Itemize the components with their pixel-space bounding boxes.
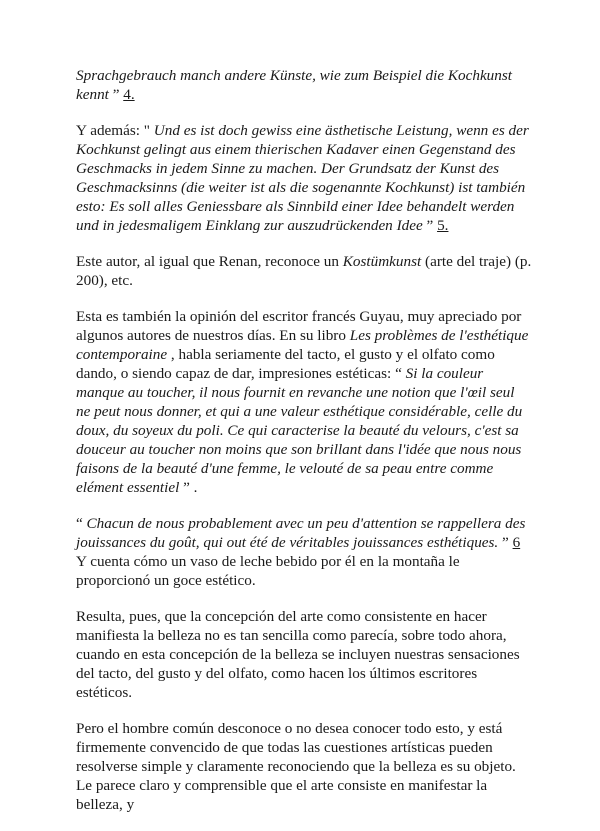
paragraph-text: , habla seriamente del tacto, el gusto y el olfato como dando, o siendo capaz de dar, impresiones estéticas: “ [76, 346, 495, 382]
paragraph-4 [76, 307, 532, 497]
paragraph-text: Y cuenta cómo un vaso de leche bebido por él en la montaña le proporcionó un goce estético. [76, 553, 460, 589]
paragraph-5 [76, 514, 532, 590]
paragraph-text: Este autor, al igual que Renan, reconoce un [76, 253, 343, 270]
french-quote: Si la couleur manque au toucher, il nous fournit en revanche une notion que l'œil seul ne peut nous donner, et qui a une valeur esthétique considérable, celle du doux, du soyeux du poli. Ce qui caracterise la beauté du velours, c'est sa douceur au toucher non moins que son brillant dans l'idée que nous nous faisons de la beauté d'une femme, le velouté de sa peau entre comme elément essentiel [76, 365, 523, 496]
footnote-link-5[interactable]: 5. [437, 217, 449, 234]
paragraph-text: Pero el hombre común desconoce o no desea conocer todo esto, y está firmemente convencido de que todas las cuestiones artísticas pueden resolverse simple y claramente reconociendo que la belleza es su objeto. Le parece claro y comprensible que el arte consiste en manifestar la belleza, y [76, 720, 516, 813]
footnote-link-6[interactable]: 6 [512, 534, 521, 551]
paragraph-1 [76, 66, 532, 104]
closing-quote: ” [422, 217, 438, 234]
paragraph-7 [76, 719, 532, 814]
book-title: Les problèmes de l'esthétique contemporaine [76, 327, 529, 363]
paragraph-3 [76, 252, 532, 290]
footnote-link-4[interactable]: 4. [123, 86, 135, 103]
paragraph-text: Resulta, pues, que la concepción del arte como consistente en hacer manifiesta la belleza no es tan sencilla como parecía, sobre todo ahora, cuando en esta concepción de la belleza se incluyen nuestras sensaciones del tacto, del gusto y del olfato, como hacen los últimos escritores estéticos. [76, 608, 520, 701]
term-kostumkunst: Kostümkunst [342, 253, 422, 270]
paragraph-text: Y además: " [76, 122, 154, 139]
german-quote: Sprachgebrauch manch andere Künste, wie zum Beispiel die Kochkunst kennt [76, 67, 513, 103]
paragraph-2 [76, 121, 532, 235]
french-quote: Chacun de nous probablement avec un peu d'attention se rappellera des jouissances du goût, qui out été de véritables jouissances esthétiques. [76, 515, 526, 551]
page-body [76, 66, 532, 831]
paragraph-text: Esta es también la opinión del escritor francés Guyau, muy apreciado por algunos autores de nuestros días. En su libro [76, 308, 522, 344]
closing-quote: ” [108, 86, 124, 103]
german-quote: Und es ist doch gewiss eine ästhetische Leistung, wenn es der Kochkunst gelingt aus einem thierischen Kadaver einen Gegenstand des Geschmacks in jedem Sinne zu machen. Der Grundsatz der Kunst des Geschmacksinns (die weiter ist als die sogenannte Kochkunst) ist también esto: Es soll alles Geniessbare als Sinnbild einer Idee behandelt werden und in jedesmaligem Einklang zur auszudrückenden Idee [76, 122, 529, 234]
closing-quote: ” . [179, 479, 198, 496]
opening-quote: “ [76, 515, 87, 532]
closing-quote: ” [498, 534, 513, 551]
paragraph-6 [76, 607, 532, 702]
paragraph-text: (arte del traje) (p. 200), etc. [76, 253, 532, 289]
